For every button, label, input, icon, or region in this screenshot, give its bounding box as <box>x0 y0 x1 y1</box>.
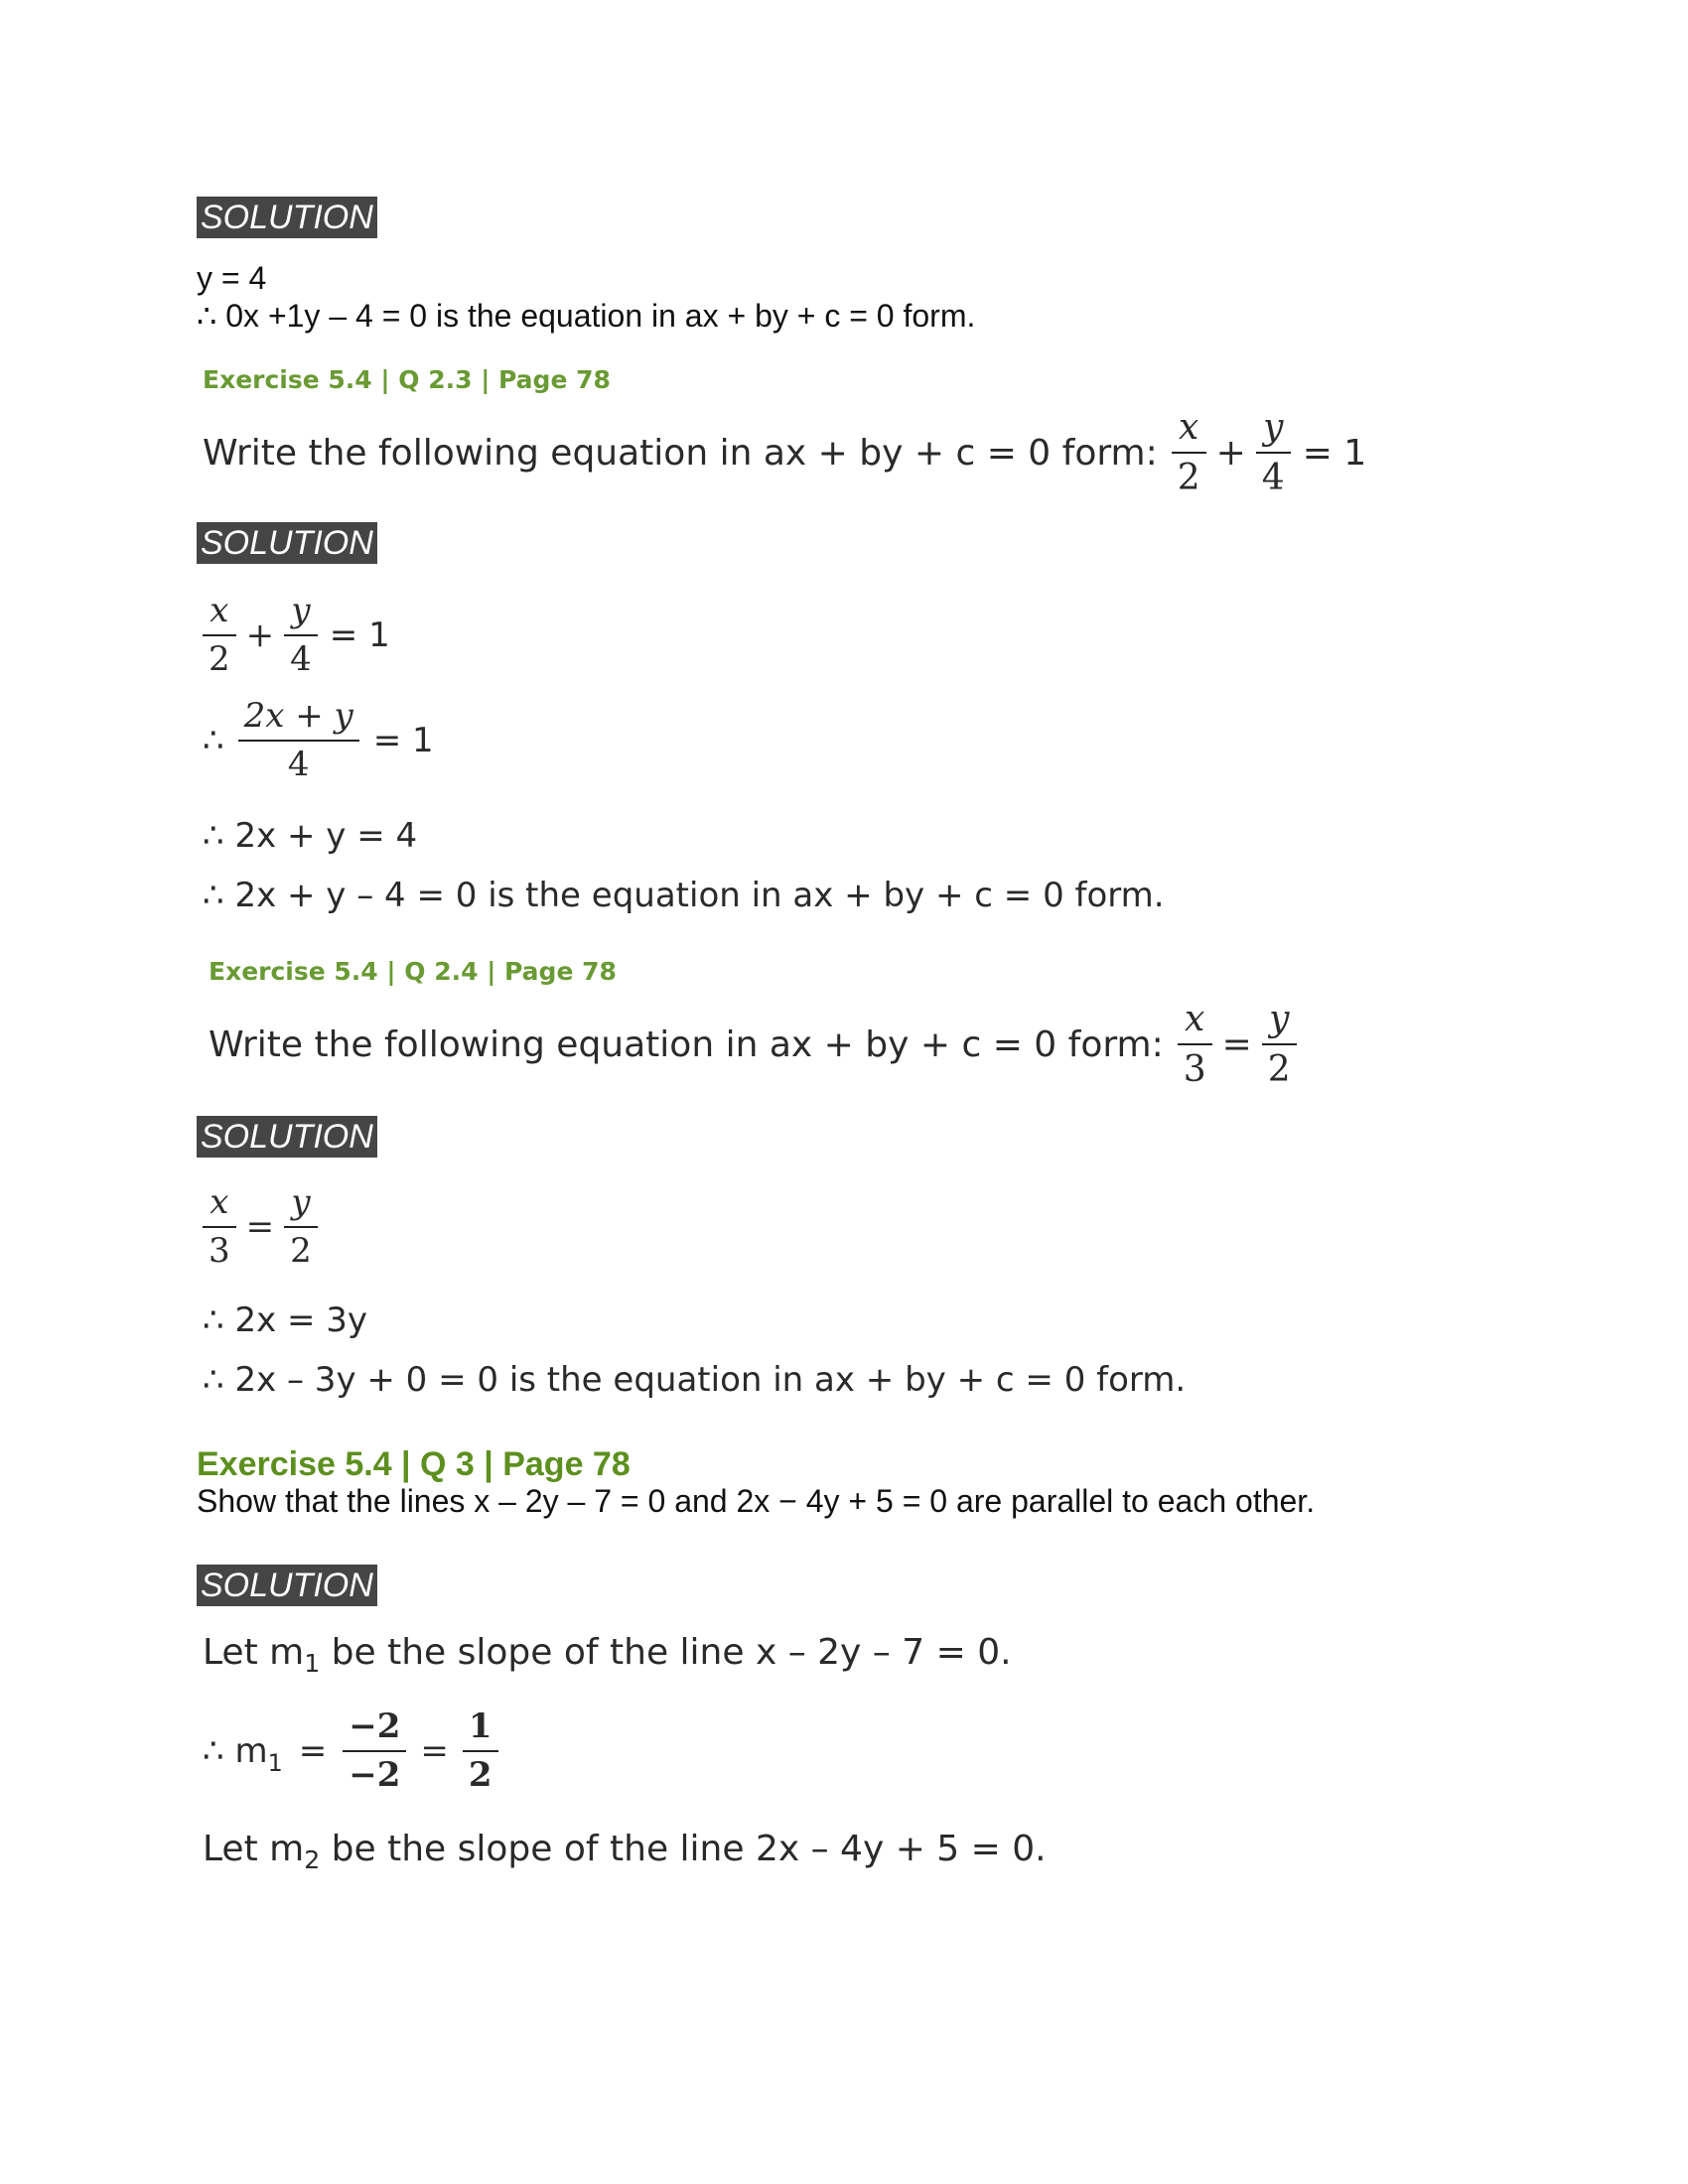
operator: + <box>1215 432 1246 474</box>
operator: = <box>1221 1024 1252 1065</box>
equation-rhs: = 1 <box>372 721 434 761</box>
fraction <box>1178 999 1212 1091</box>
fraction-denominator: 2 <box>290 1231 312 1272</box>
fraction <box>284 592 318 679</box>
fraction-numerator: x <box>210 1182 229 1222</box>
operator: = <box>245 1207 275 1248</box>
fraction-denominator: 2 <box>468 1755 492 1796</box>
solution-line: ∴ 0x +1y – 4 = 0 is the equation in ax + by + c = 0 form. <box>197 298 976 334</box>
fraction-denominator: 4 <box>287 745 310 785</box>
solution-label: SOLUTION <box>197 197 377 238</box>
fraction-numerator: −2 <box>349 1706 401 1746</box>
solution-label: SOLUTION <box>197 1116 377 1158</box>
solution-line: ∴ 2x + y – 4 = 0 is the equation in ax + by + c = 0 form. <box>203 876 1165 915</box>
operator: = <box>298 1731 328 1772</box>
fraction-numerator: x <box>1185 999 1205 1039</box>
fraction <box>463 1707 498 1795</box>
fraction-numerator: y <box>1269 999 1290 1039</box>
solution-equation <box>203 592 390 679</box>
fraction-denominator: 4 <box>290 639 312 680</box>
solution-equation <box>203 697 434 784</box>
fraction-denominator: 2 <box>209 639 230 680</box>
fraction <box>1256 407 1291 499</box>
question-text <box>203 407 1366 499</box>
operator: + <box>245 615 275 656</box>
text-fragment: ∴ m <box>203 1731 268 1772</box>
fraction-denominator: 2 <box>1177 458 1200 499</box>
text-fragment: Let m <box>203 1632 305 1673</box>
text-fragment: Let m <box>203 1829 305 1869</box>
fraction-denominator: −2 <box>349 1755 401 1796</box>
text-fragment: be the slope of the line x – 2y – 7 = 0. <box>320 1632 1012 1673</box>
subscript: 2 <box>304 1845 321 1875</box>
exercise-header: Exercise 5.4 | Q 3 | Page 78 <box>197 1445 631 1483</box>
fraction-denominator: 3 <box>1183 1049 1206 1091</box>
solution-line: ∴ 2x – 3y + 0 = 0 is the equation in ax + by + c = 0 form. <box>203 1360 1187 1400</box>
fraction-denominator: 2 <box>1267 1049 1291 1091</box>
fraction-denominator: 4 <box>1261 458 1285 499</box>
fraction-denominator: 3 <box>209 1231 230 1272</box>
question-prompt: Write the following equation in ax + by + c = 0 form: <box>203 432 1158 474</box>
operator: = <box>420 1731 449 1772</box>
fraction-numerator: 2x + y <box>243 696 353 736</box>
solution-line: y = 4 <box>197 260 267 296</box>
solution-label: SOLUTION <box>197 522 377 564</box>
fraction-numerator: 1 <box>468 1706 492 1746</box>
solution-equation <box>203 1183 318 1271</box>
equation-rhs: = 1 <box>329 615 390 656</box>
fraction <box>1262 999 1297 1091</box>
fraction-numerator: y <box>1263 407 1284 448</box>
solution-equation <box>203 1707 498 1795</box>
question-text: Show that the lines x – 2y – 7 = 0 and 2x − 4y + 5 = 0 are parallel to each other. <box>197 1483 1316 1519</box>
solution-line <box>203 1632 1012 1678</box>
therefore-symbol: ∴ <box>203 721 224 761</box>
fraction <box>284 1183 318 1271</box>
equation-rhs: = 1 <box>1302 432 1367 474</box>
solution-line: ∴ 2x = 3y <box>203 1300 368 1340</box>
exercise-header: Exercise 5.4 | Q 2.3 | Page 78 <box>203 365 611 394</box>
question-text <box>209 999 1297 1091</box>
fraction <box>343 1707 406 1795</box>
fraction <box>203 592 236 679</box>
text-fragment: be the slope of the line 2x – 4y + 5 = 0. <box>320 1829 1047 1869</box>
solution-line <box>203 1829 1047 1874</box>
question-prompt: Write the following equation in ax + by + c = 0 form: <box>209 1024 1164 1065</box>
fraction <box>1172 407 1206 499</box>
subscript: 1 <box>267 1749 283 1778</box>
fraction <box>203 1183 236 1271</box>
fraction <box>238 697 359 784</box>
exercise-header: Exercise 5.4 | Q 2.4 | Page 78 <box>209 957 617 986</box>
fraction-numerator: x <box>210 591 229 630</box>
subscript: 1 <box>304 1649 321 1679</box>
fraction-numerator: x <box>1179 407 1199 448</box>
solution-label: SOLUTION <box>197 1565 377 1606</box>
fraction-numerator: y <box>291 1182 311 1222</box>
solution-line: ∴ 2x + y = 4 <box>203 816 418 856</box>
fraction-numerator: y <box>291 591 311 630</box>
